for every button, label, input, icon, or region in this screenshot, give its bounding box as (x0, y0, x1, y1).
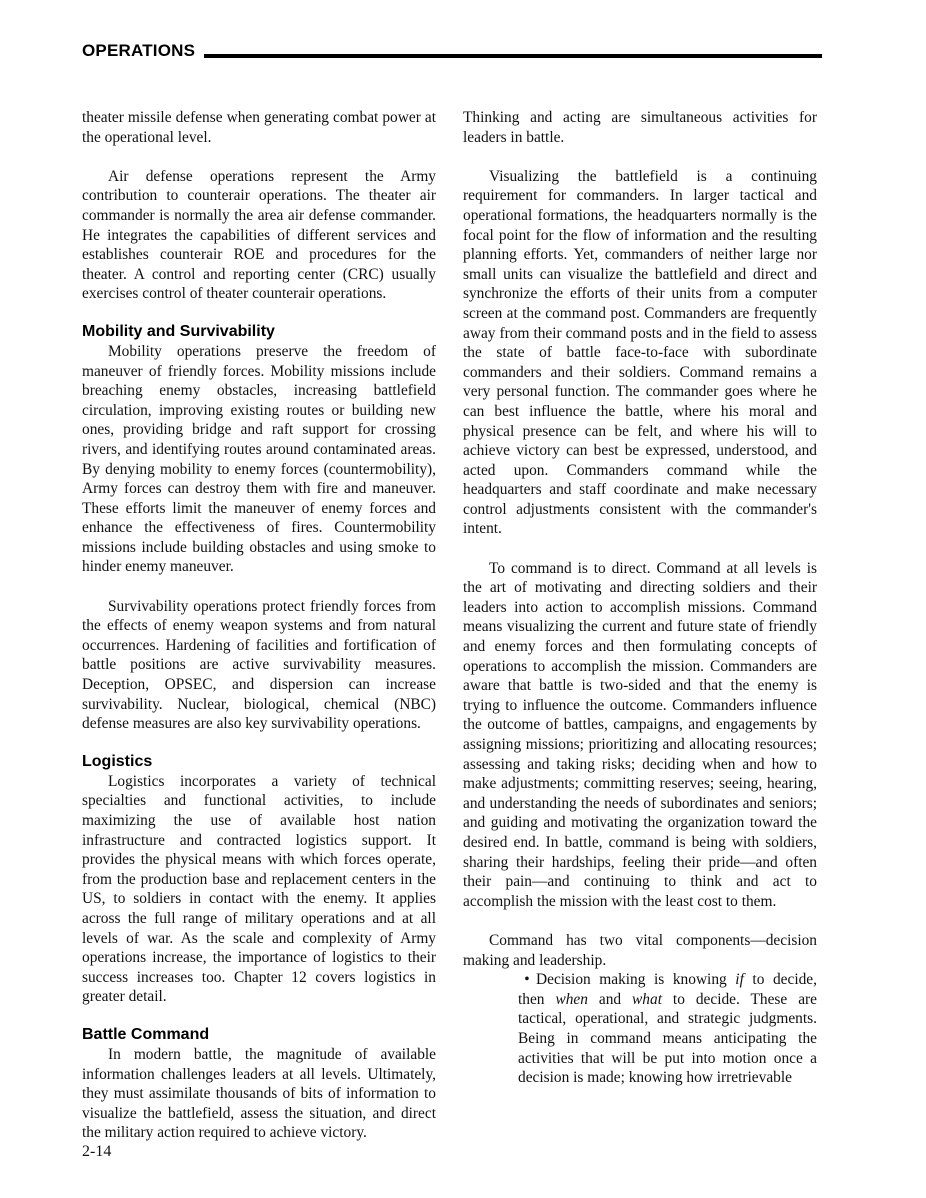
paragraph: Visualizing the battlefield is a continuing requirement for commanders. In larger tactical and operational formations, the headquarters normally is the focal point for the flow of information and the resulting planning efforts. Yet, commanders of neither large nor small units can visualize the battlefield and direct and synchronize the efforts of their units from a computer screen at the command post. Commanders are frequently away from their command posts and in the field to assess the state of battle face-to-face with subordinate commanders and their soldiers. Command remains a very personal function. The commander goes where he can best influence the battle, where his moral and physical presence can be felt, and where his will to achieve victory can best be expressed, understood, and acted upon. Commanders command while the headquarters and staff coordinate and make necessary control adjustments consistent with the commander's intent. (463, 167, 817, 538)
bullet-text: to decide. These are tactical, operational, and strategic judgments. Being in command means anticipating the activities that will be put into motion once a decision is made; knowing how irretrievable (518, 990, 817, 1087)
paragraph: In modern battle, the magnitude of available information challenges leaders at all levels. Ultimately, they must assimilate thousands of bits of information to visualize the battlefield, assess the situation, and direct the military action required to achieve victory. (82, 1045, 436, 1142)
page-number: 2-14 (82, 1143, 112, 1160)
section-heading-battle-command: Battle Command (82, 1025, 210, 1043)
bullet-emphasis: when (555, 990, 588, 1008)
paragraph: Mobility operations preserve the freedom of maneuver of friendly forces. Mobility missions include breaching enemy obstacles, increasing battlefield circulation, improving existing routes or building new ones, providing bridge and raft support for crossing rivers, and identifying routes around contaminated areas. By denying mobility to enemy forces (countermobility), Army forces can destroy them with fire and maneuver. These efforts limit the maneuver of enemy forces and enhance the effectiveness of fires. Countermobility missions include building obstacles and using smoke to hinder enemy maneuver. (82, 342, 436, 576)
bullet-text: to decide, then (518, 971, 817, 1008)
bullet-marker: • (524, 971, 530, 989)
paragraph: Survivability operations protect friendly forces from the effects of enemy weapon systems and from natural occurrences. Hardening of facilities and fortification of battle positions are active survivability measures. Deception, OPSEC, and dispersion can increase survivability. Nuclear, biological, chemical (NBC) defense measures are also key survivability operations. (82, 597, 436, 733)
section-heading-mobility: Mobility and Survivability (82, 322, 275, 340)
chapter-title: OPERATIONS (82, 41, 196, 60)
bullet-emphasis: if (735, 971, 744, 989)
paragraph: Command has two vital components—decision making and leadership. (463, 931, 817, 969)
paragraph: Air defense operations represent the Army contribution to counterair operations. The theater air commander is normally the area air defense commander. He integrates the capabilities of different services and establishes counterair ROE and procedures for the theater. A control and reporting center (CRC) usually exercises control of theater counterair operations. (82, 167, 436, 303)
section-heading-logistics: Logistics (82, 752, 153, 770)
paragraph: theater missile defense when generating combat power at the operational level. (82, 109, 436, 146)
right-column (463, 108, 817, 1088)
header-rule (204, 54, 822, 58)
paragraph: Logistics incorporates a variety of technical specialties and functional activities, to include maximizing the use of available host nation infrastructure and contracted logistics support. It provides the physical means with which forces operate, from the production base and replacement centers in the US, to soldiers in contact with the enemy. It applies across the full range of military operations and at all levels of war. As the scale and complexity of Army operations increase, the importance of logistics to their success increases too. Chapter 12 covers logistics in greater detail. (82, 772, 436, 1006)
paragraph: Thinking and acting are simultaneous activities for leaders in battle. (463, 109, 817, 146)
bullet-text: and (587, 990, 633, 1008)
paragraph: To command is to direct. Command at all levels is the art of motivating and directing soldiers and their leaders into action to accomplish missions. Command means visualizing the current and future state of friendly and enemy forces and then formulating concepts of operations to accomplish the mission. Commanders are aware that battle is two-sided and that the enemy is trying to influence the outcome. Commanders influence the outcome of battles, campaigns, and engagements by assigning missions; prioritizing and allocating resources; assessing and taking risks; deciding when and how to make adjustments; committing reserves; seeing, hearing, and understanding the needs of subordinates and seniors; and guiding and motivating the organization toward the desired end. In battle, command is being with soldiers, sharing their hardships, feeling their pride—and often their pain—and continuing to think and act to accomplish the mission with the least cost to them. (463, 559, 817, 910)
bullet-text: Decision making is knowing (536, 971, 736, 989)
left-column (82, 108, 436, 1143)
page-header (82, 40, 822, 66)
bullet-emphasis: what (632, 990, 662, 1008)
bullet-item (518, 970, 817, 1088)
